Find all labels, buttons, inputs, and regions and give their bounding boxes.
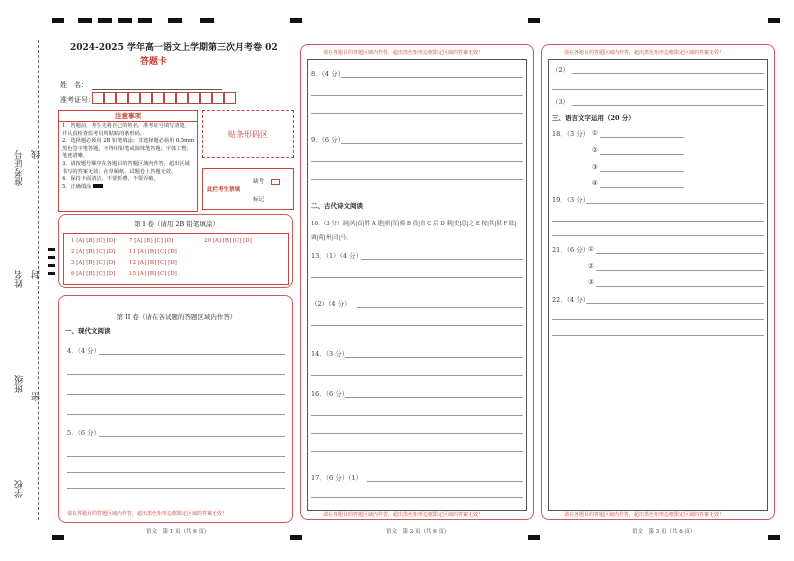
- registration-mark: [52, 535, 64, 540]
- registration-mark: [528, 535, 540, 540]
- part2-box: [58, 295, 293, 523]
- id-label: 准考证号：: [60, 96, 95, 104]
- side-label-zkzh: 准考证号: [15, 150, 25, 186]
- option-label: ②: [588, 262, 594, 270]
- page-footer: 语文 第 3 页（共 6 页）: [632, 529, 696, 535]
- answer-line[interactable]: [311, 179, 523, 180]
- answer-line[interactable]: [311, 415, 523, 416]
- page-title: 2024-2025 学年高一语文上学期第三次月考卷 02: [70, 43, 278, 53]
- question-label: 22．（4 分）: [552, 296, 590, 304]
- registration-mark: [48, 248, 55, 251]
- notice-item: 4．保持卡面清洁，不要折叠、不要弄破。: [62, 176, 159, 183]
- answer-line[interactable]: [341, 143, 523, 144]
- registration-mark: [138, 18, 152, 23]
- section-title: 二、古代诗文阅读: [311, 202, 363, 210]
- answer-line[interactable]: [552, 319, 764, 320]
- answer-line[interactable]: [311, 497, 523, 498]
- answer-line[interactable]: [99, 436, 285, 437]
- registration-mark: [78, 18, 92, 23]
- question-label: 13．（1）（4 分）: [311, 252, 363, 260]
- answer-line[interactable]: [600, 154, 684, 155]
- binding-dashed-line: [38, 40, 39, 520]
- question-label: （3）: [552, 98, 570, 106]
- registration-mark: [48, 272, 55, 275]
- question-label: 10．（3 分）洞|风|首|姓 A 建|密|军|骑 B 役|直 C 后 D 刺|史|总|之 E 按|其|狱 F 眩|调|荷|州|司|马。: [311, 221, 517, 241]
- side-label-mi: 密: [32, 392, 42, 401]
- answer-line[interactable]: [600, 137, 684, 138]
- answer-line[interactable]: [311, 375, 523, 376]
- page3-box: [541, 44, 775, 520]
- id-cells[interactable]: [92, 92, 236, 104]
- page-footer: 语文 第 1 页（共 6 页）: [146, 529, 210, 535]
- registration-mark: [200, 18, 214, 23]
- option-label: ①: [592, 129, 598, 137]
- choice-row[interactable]: 11 [A] [B] [C] [D]: [129, 249, 177, 255]
- absent-checkbox[interactable]: [271, 179, 280, 185]
- choice-row[interactable]: 7 [A] [B] [C] [D]: [129, 238, 174, 244]
- part2-title: 第 II 卷（请在各试题的答题区域内作答）: [116, 313, 237, 321]
- option-label: ③: [592, 163, 598, 171]
- registration-mark: [98, 18, 112, 23]
- answer-line[interactable]: [552, 89, 764, 90]
- question-label: 4．（4 分）: [67, 347, 101, 355]
- answer-line[interactable]: [572, 105, 764, 106]
- side-label-banji: 班级: [15, 375, 25, 393]
- answer-line[interactable]: [67, 472, 285, 473]
- answer-line[interactable]: [552, 235, 764, 236]
- answer-line[interactable]: [311, 277, 523, 278]
- absent-mark-label: 标记: [253, 197, 265, 203]
- barcode-area: [202, 110, 294, 158]
- answer-line[interactable]: [311, 113, 523, 114]
- registration-mark: [768, 535, 780, 540]
- side-label-feng: 封: [32, 270, 42, 279]
- section-title: 三、语言文字运用（20 分）: [552, 114, 635, 122]
- registration-mark: [768, 18, 780, 23]
- area-warning: 请在各题目的答题区域内作答，超出黑色矩形边框限定区域的答案无效！: [323, 50, 484, 56]
- option-label: ①: [588, 245, 594, 253]
- question-label: 8．（4 分）: [311, 70, 345, 78]
- answer-line[interactable]: [311, 325, 523, 326]
- section-title: 一、现代文阅读: [65, 327, 111, 335]
- answer-line[interactable]: [311, 433, 523, 434]
- question-label: 18．（3 分）: [552, 130, 590, 138]
- answer-line[interactable]: [572, 73, 764, 74]
- answer-line[interactable]: [600, 187, 684, 188]
- answer-line[interactable]: [311, 161, 523, 162]
- area-warning: 请在各题目的答题区域内作答，超出黑色矩形边框限定区域的答案无效！: [564, 50, 725, 56]
- answer-line[interactable]: [311, 95, 523, 96]
- question-label: 14．（3 分）: [311, 350, 349, 358]
- filled-sample-mark: [93, 184, 103, 188]
- answer-line[interactable]: [345, 357, 523, 358]
- registration-mark: [168, 18, 182, 23]
- answer-line[interactable]: [67, 374, 285, 375]
- answer-line[interactable]: [596, 270, 764, 271]
- question-label: 5．（6 分）: [67, 429, 101, 437]
- question-label: 9．（6 分）: [311, 136, 345, 144]
- answer-line[interactable]: [99, 354, 285, 355]
- page-subtitle: 答题卡: [140, 57, 168, 67]
- area-warning: 请在各题目的答题区域内作答，超出黑色矩形边框限定区域的答案无效！: [323, 512, 484, 518]
- registration-mark: [118, 18, 132, 23]
- choice-row[interactable]: 1 [A] [B] [C] [D]: [71, 238, 116, 244]
- question-label: 17．（6 分）（1）: [311, 474, 363, 482]
- choice-row[interactable]: 2 [A] [B] [C] [D]: [71, 249, 116, 255]
- page2-box: [300, 44, 534, 520]
- answer-line[interactable]: [596, 286, 764, 287]
- question-label: 21．（6 分）: [552, 246, 590, 254]
- option-label: ②: [592, 146, 598, 154]
- notice-item: 5．正确填涂: [62, 184, 194, 192]
- question-label: （2）: [552, 66, 570, 74]
- answer-line[interactable]: [361, 259, 523, 260]
- answer-line[interactable]: [67, 394, 285, 395]
- option-label: ④: [592, 179, 598, 187]
- answer-line[interactable]: [586, 203, 764, 204]
- choice-row[interactable]: 3 [A] [B] [C] [D]: [71, 260, 116, 266]
- choice-row[interactable]: 20 [A] [B] [C] [D]: [204, 238, 252, 244]
- notice-title: 注意事项: [59, 111, 197, 122]
- area-warning: 请在各题目的答题区域内作答，超出黑色矩形边框限定区域的答案无效！: [564, 512, 725, 518]
- choice-row[interactable]: 12 [A] [B] [C] [D]: [129, 260, 177, 266]
- registration-mark: [48, 256, 55, 259]
- answer-line[interactable]: [586, 303, 764, 304]
- answer-line[interactable]: [341, 77, 523, 78]
- part1-title: 第 I 卷（请用 2B 铅笔填涂）: [134, 220, 219, 228]
- answer-line[interactable]: [600, 171, 684, 172]
- registration-mark: [290, 535, 302, 540]
- answer-line[interactable]: [596, 253, 764, 254]
- notice-box: [58, 110, 198, 212]
- question-label: 16．（6 分）: [311, 390, 349, 398]
- answer-line[interactable]: [345, 397, 523, 398]
- side-label-xingming: 姓名: [15, 270, 25, 288]
- answer-line[interactable]: [552, 335, 764, 336]
- notice-item: 1．答题前，考生先将自己的姓名，准考证号填写清楚，并认真检查监考员所粘贴的条形码。: [62, 123, 190, 137]
- question-label: 19．（3 分）: [552, 196, 590, 204]
- forbidden-box: [202, 168, 294, 210]
- notice-item: 3．请按题号顺序在各题目的答题区域内作答，超出区域书写的答案无效；在草稿纸、试题卷上答题无效。: [62, 160, 190, 175]
- option-label: ③: [588, 278, 594, 286]
- barcode-label: 贴条形码区: [228, 129, 268, 139]
- name-label: 姓 名：: [60, 81, 88, 89]
- notice-item: 2．选择题必须用 2B 铅笔填涂；非选择题必须用 0.5mm 黑色签字笔答题，不得用铅笔或圆珠笔答题；字体工整、笔迹清晰。: [62, 138, 195, 160]
- question-label: （2）（4 分）: [311, 300, 351, 308]
- side-label-xuexiao: 学校: [15, 480, 25, 498]
- part1-box: [58, 214, 293, 288]
- answer-line[interactable]: [67, 456, 285, 457]
- answer-line[interactable]: [367, 481, 523, 482]
- registration-mark: [52, 18, 64, 23]
- absent-label: 缺考: [253, 179, 265, 185]
- area-warning: 请在各题目的答题区域内作答，超出黑色矩形边框限定区域的答案无效！: [67, 511, 228, 517]
- registration-mark: [528, 18, 540, 23]
- answer-line[interactable]: [67, 488, 285, 489]
- page-footer: 语文 第 2 页（共 6 页）: [386, 529, 450, 535]
- answer-line[interactable]: [357, 307, 523, 308]
- name-field[interactable]: [92, 89, 222, 90]
- choice-row[interactable]: 15 [A] [B] [C] [D]: [129, 271, 177, 277]
- registration-mark: [48, 264, 55, 267]
- side-label-xian: 线: [32, 150, 42, 159]
- choice-row[interactable]: 6 [A] [B] [C] [D]: [71, 271, 116, 277]
- forbidden-label: 此栏考生禁填: [207, 187, 241, 193]
- answer-line[interactable]: [552, 221, 764, 222]
- registration-mark: [290, 18, 302, 23]
- answer-line[interactable]: [311, 451, 523, 452]
- answer-line[interactable]: [67, 414, 285, 415]
